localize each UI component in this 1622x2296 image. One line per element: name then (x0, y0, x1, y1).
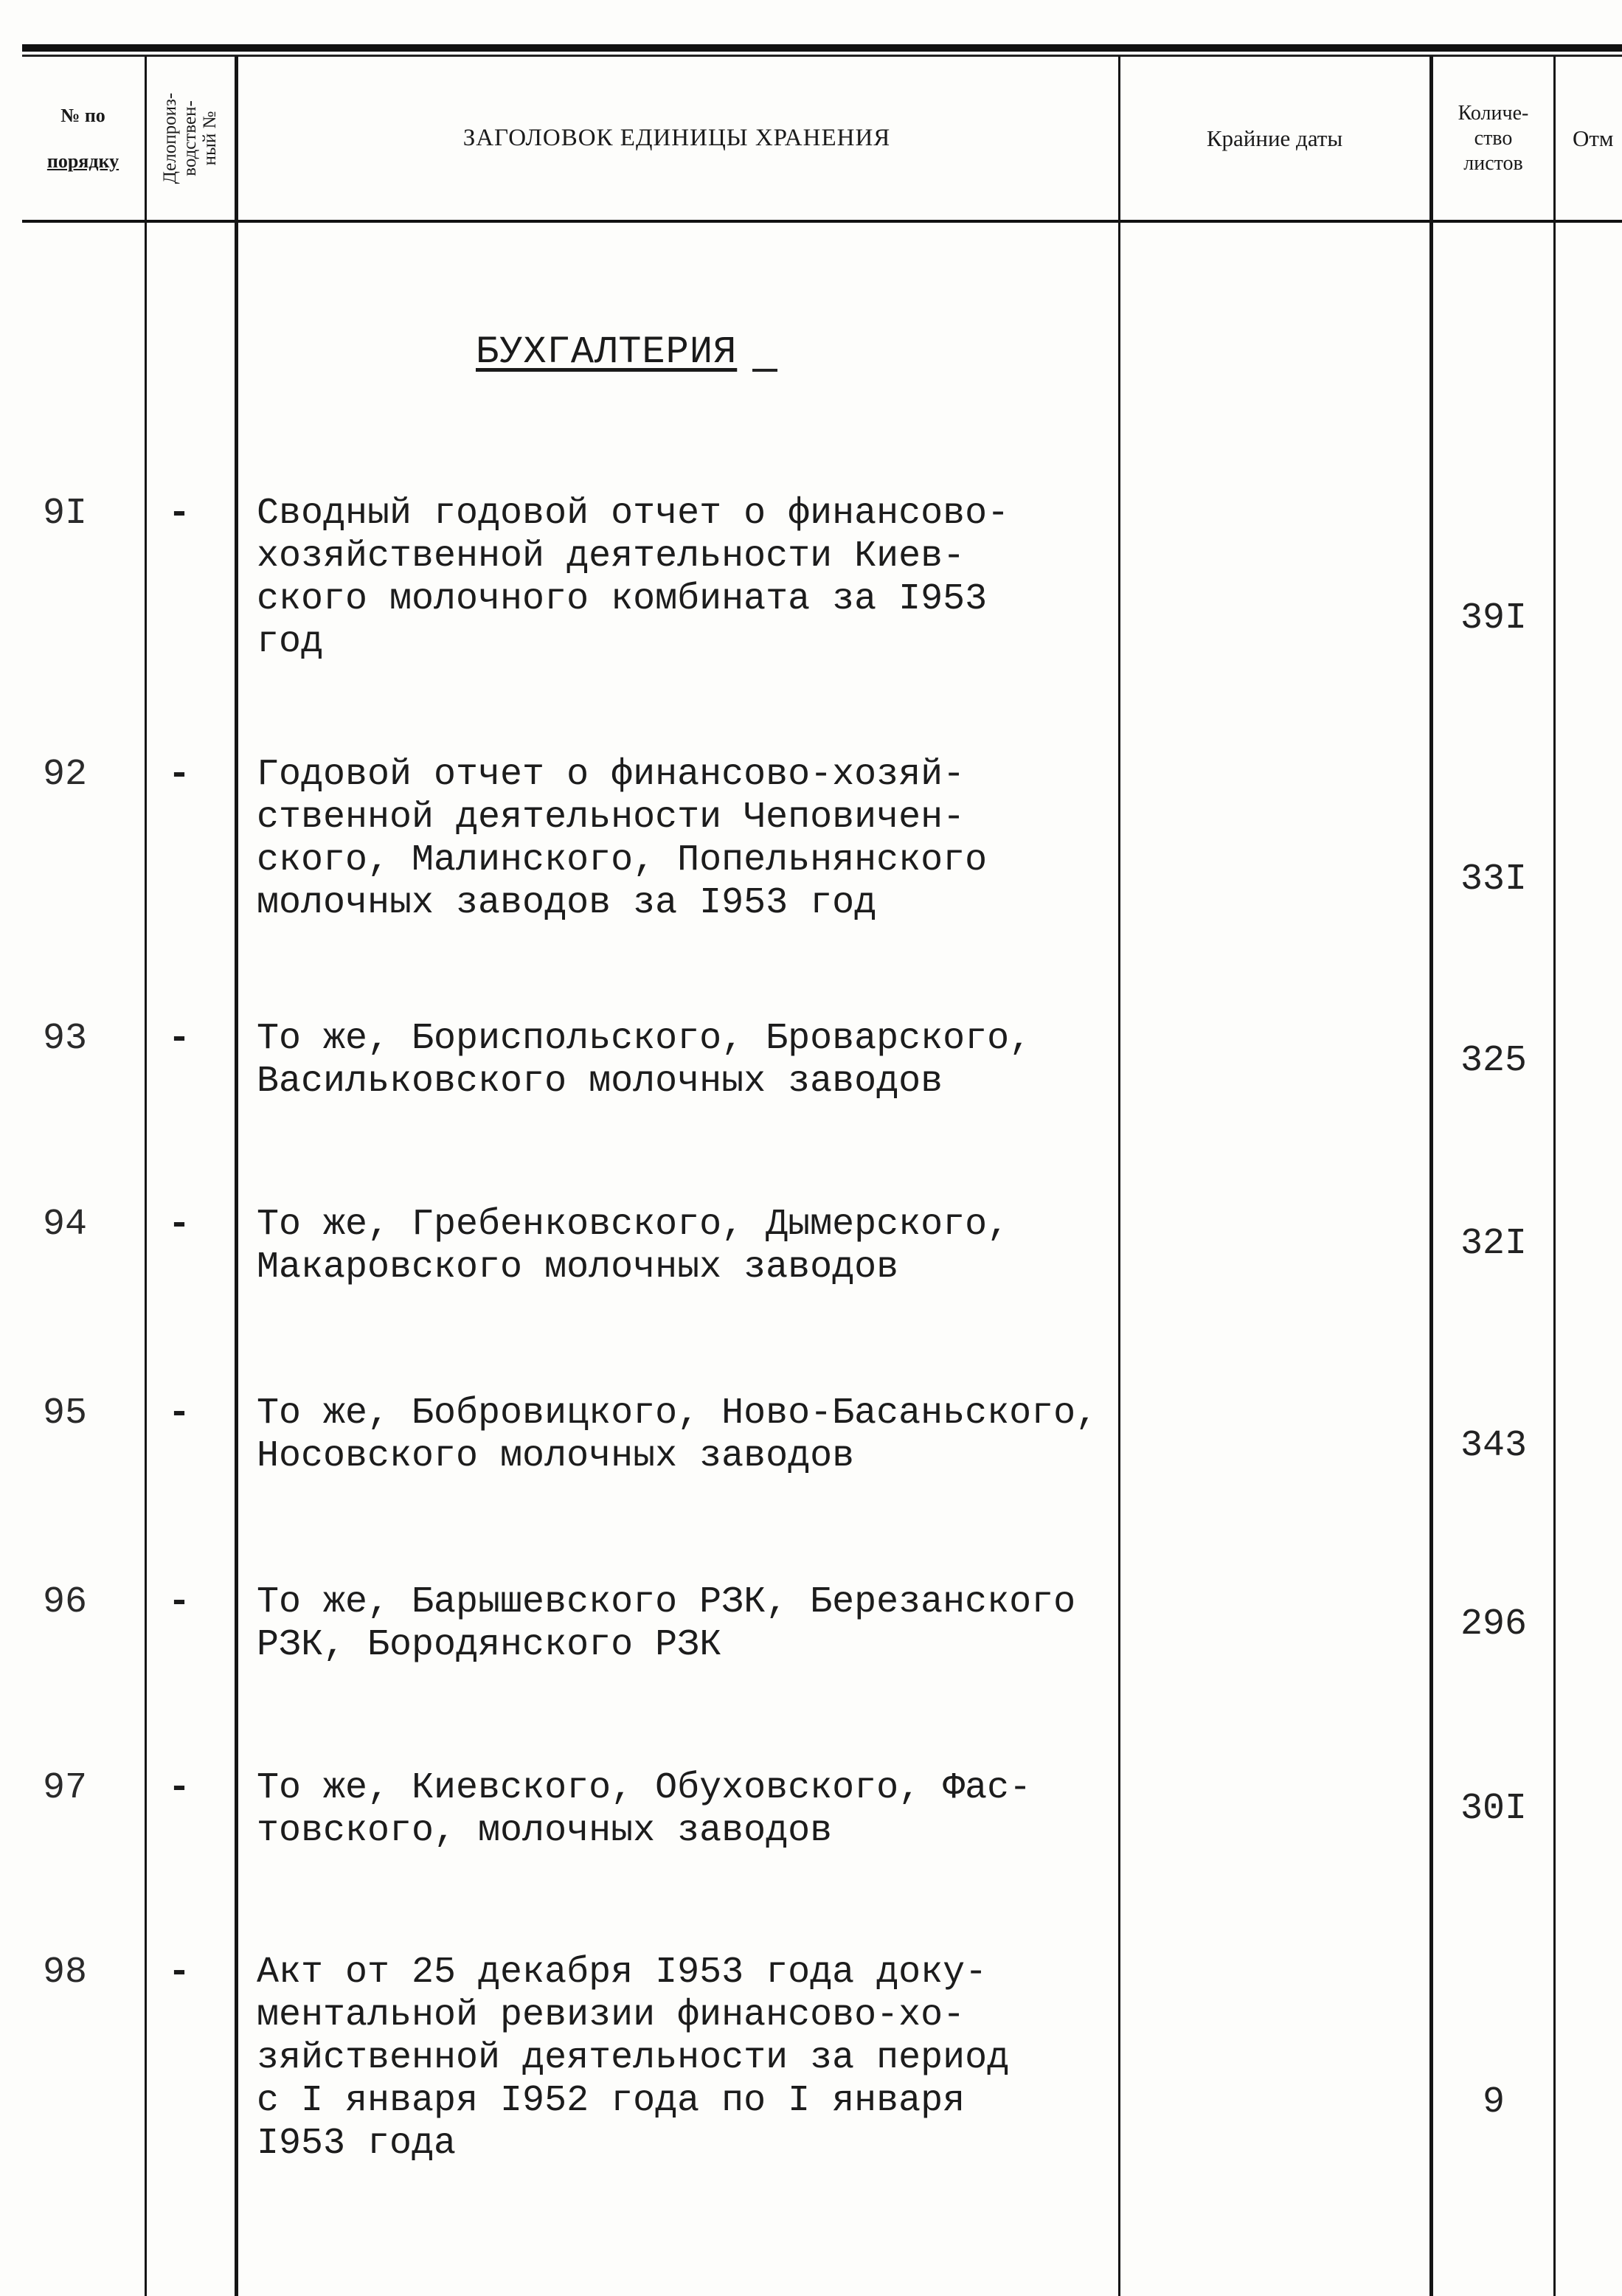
row-delo: - (168, 754, 191, 796)
header-delo-line1: Делопроиз- (160, 92, 181, 184)
row-delo: - (168, 1952, 191, 1994)
row-sheets: 30I (1460, 1788, 1527, 1830)
header-number-column (22, 59, 144, 218)
column-divider-2 (235, 56, 238, 2296)
header-delo-line3: ный № (200, 111, 221, 166)
row-title: То же, Барышевского РЗК, Березанского РЗК, Бородянского РЗК (257, 1581, 1076, 1666)
row-delo: - (168, 1767, 191, 1809)
row-title: Годовой отчет о финансово-хозяй- ственной деятельности Чеповичен- ского, Малинского, Попельнянского молочных заводов за I953 год (257, 754, 988, 924)
row-title: То же, Гребенковского, Дымерского, Макаровского молочных заводов (257, 1204, 1010, 1289)
row-delo: - (168, 1018, 191, 1060)
header-qty-line2: ство (1474, 126, 1513, 150)
row-delo: - (168, 1581, 191, 1623)
row-delo: - (168, 1204, 191, 1246)
row-sheets: 9 (1482, 2081, 1505, 2123)
row-number: 97 (43, 1767, 88, 1809)
column-divider-1 (145, 56, 147, 2296)
header-delo-line2: водствен- (180, 100, 201, 176)
header-qty-line1: Количе- (1458, 101, 1529, 125)
section-title-tail (752, 369, 777, 372)
row-sheets: 296 (1460, 1603, 1527, 1645)
top-border-rule (22, 44, 1622, 52)
header-dates-column: Крайние даты (1206, 125, 1343, 151)
row-number: 93 (43, 1018, 88, 1060)
row-sheets: 325 (1460, 1040, 1527, 1082)
row-number: 92 (43, 754, 88, 796)
row-title: То же, Киевского, Обуховского, Фас- товского, молочных заводов (257, 1767, 1032, 1852)
top-border-rule-inner (22, 55, 1622, 57)
header-notes-column: Отм (1573, 125, 1614, 151)
header-title-column: ЗАГОЛОВОК ЕДИНИЦЫ ХРАНЕНИЯ (462, 125, 891, 151)
header-number-line2: порядку (46, 150, 119, 172)
row-title: То же, Бориспольского, Броварского, Васильковского молочных заводов (257, 1018, 1032, 1103)
row-sheets: 33I (1460, 859, 1527, 901)
row-number: 95 (43, 1392, 88, 1435)
header-qty-line3: листов (1463, 151, 1523, 175)
header-delo-column (146, 59, 235, 218)
row-delo: - (168, 493, 191, 535)
row-sheets: 343 (1460, 1425, 1527, 1467)
section-title: БУХГАЛТЕРИЯ (476, 330, 738, 374)
row-sheets: 32I (1460, 1223, 1527, 1265)
row-sheets: 39I (1460, 597, 1527, 639)
header-bottom-rule (22, 220, 1622, 223)
column-divider-4 (1429, 56, 1433, 2296)
row-title: Сводный годовой отчет о финансово- хозяйственной деятельности Киев- ского молочного комбината за I953 год (257, 493, 1010, 663)
row-title: Акт от 25 декабря I953 года доку- ментальной ревизии финансово-хо- зяйственной деятельности за период с I января I952 года по I января I953 года (257, 1952, 1010, 2165)
row-number: 94 (43, 1204, 88, 1246)
header-number-line1: № по (60, 104, 105, 126)
row-number: 9I (43, 493, 88, 535)
header-qty-column (1432, 59, 1554, 218)
column-divider-5 (1553, 56, 1556, 2296)
row-number: 98 (43, 1952, 88, 1994)
row-title: То же, Бобровицкого, Ново-Басаньского, Носовского молочных заводов (257, 1392, 1098, 1477)
row-delo: - (168, 1392, 191, 1435)
row-number: 96 (43, 1581, 88, 1623)
